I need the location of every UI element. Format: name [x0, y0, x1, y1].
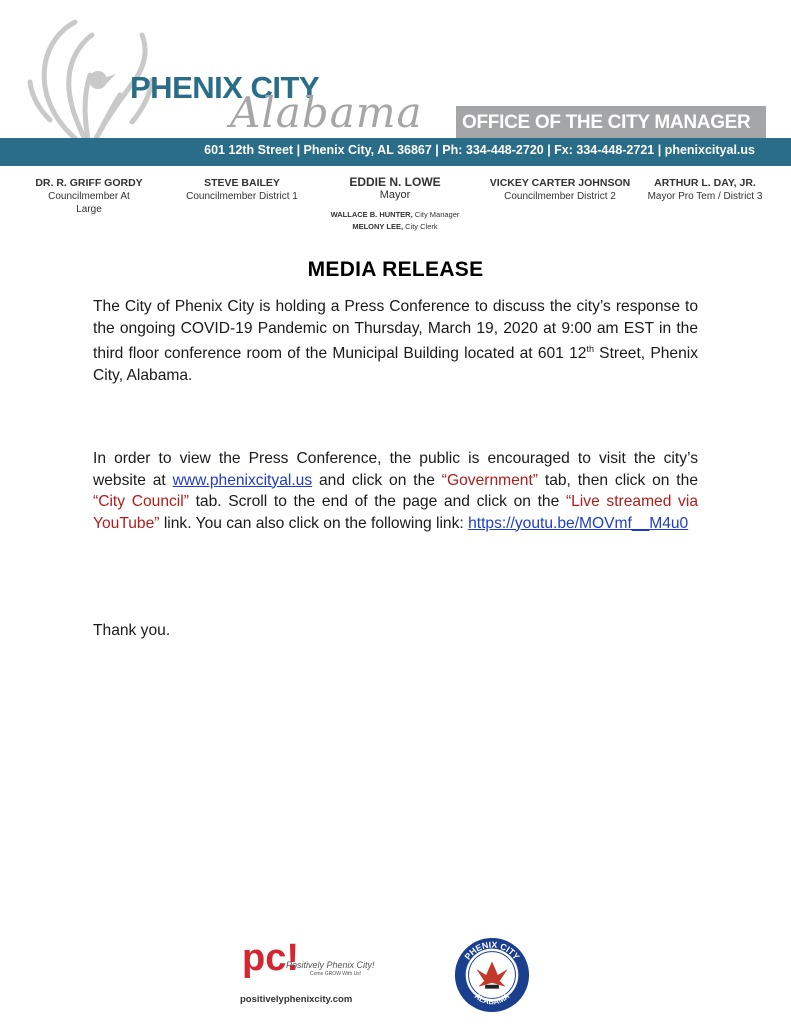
website-link[interactable]: www.phenixcityal.us — [172, 471, 313, 489]
youtube-link[interactable]: https://youtu.be/MOVmf__M4u0 — [468, 514, 689, 532]
city-seal-icon — [453, 936, 531, 1014]
member-role: Councilmember At Large — [48, 191, 130, 215]
paragraph-instructions — [93, 448, 698, 534]
member-name: EDDIE N. LOWE — [349, 175, 441, 189]
council-member — [34, 177, 144, 216]
staff-city-manager — [300, 210, 490, 219]
pc-url: positivelyphenixcity.com — [240, 994, 353, 1005]
member-role: Mayor — [379, 189, 411, 201]
office-title: OFFICE OF THE CITY MANAGER — [462, 112, 751, 133]
text: tab. Scroll to the end of the page and click on the — [188, 493, 566, 510]
staff-role: City Clerk — [405, 222, 438, 231]
text: Street, Phenix City, Alabama. — [93, 345, 699, 384]
text: In order to view the Press Conference, the public is encouraged to visit the city’s website at — [93, 450, 698, 489]
member-name: VICKEY CARTER JOHNSON — [489, 177, 631, 189]
city-council-tab-ref: “City Council” — [93, 493, 189, 510]
member-role: Councilmember District 1 — [186, 191, 298, 202]
staff-role: City Manager — [414, 210, 460, 219]
text: The City of Phenix City is holding a Press Conference to discuss the city’s response to the ongoing COVID-19 Pandemic on Thursday, March 19, 2020 at 9:00 am EST in the third floor conference room of the Municipal Building located at 601 12 — [93, 298, 698, 363]
text: link. You can also click on the following link: — [159, 514, 469, 532]
ordinal-suffix: th — [586, 344, 594, 354]
government-tab-ref: “Government” — [441, 471, 538, 489]
pc-tagline: Positively Phenix City! — [286, 960, 375, 970]
state-name: Alabama — [230, 88, 423, 137]
contact-line: 601 12th Street | Phenix City, AL 36867 | Ph: 334-448-2720 | Fx: 334-448-2721 | phenixcityal.us — [204, 143, 755, 157]
member-role: Mayor Pro Tem / District 3 — [647, 191, 763, 202]
member-name: DR. R. GRIFF GORDY — [35, 177, 143, 189]
page-title: MEDIA RELEASE — [307, 258, 484, 281]
youtube-link-ref: “Live streamed via YouTube” — [93, 493, 698, 532]
staff-name: MELONY LEE, — [352, 222, 404, 231]
text: and click on the — [312, 471, 442, 489]
positively-phenix-city-logo — [240, 937, 375, 1010]
city-name: PHENIX CITY — [130, 70, 320, 105]
member-name: ARTHUR L. DAY, JR. — [654, 177, 756, 189]
staff-name: WALLACE B. HUNTER, — [330, 210, 413, 219]
staff-city-clerk — [300, 222, 490, 231]
text: tab, then click on the — [538, 471, 698, 489]
pc-subtagline: Come GROW With Us! — [310, 971, 362, 977]
letterhead — [0, 0, 791, 230]
mayor — [325, 176, 465, 202]
pc-mark: pc! — [242, 937, 299, 979]
closing-text: Thank you. — [93, 622, 171, 639]
council-member — [640, 177, 770, 203]
council-member — [180, 177, 304, 203]
council-member — [480, 177, 640, 203]
member-role: Councilmember District 2 — [504, 191, 616, 202]
seal-top-text: PHENIX CITY — [462, 939, 522, 962]
paragraph-announcement — [93, 296, 698, 386]
seal-bottom-text: ALABAMA — [472, 991, 512, 1007]
member-name: STEVE BAILEY — [204, 177, 280, 189]
